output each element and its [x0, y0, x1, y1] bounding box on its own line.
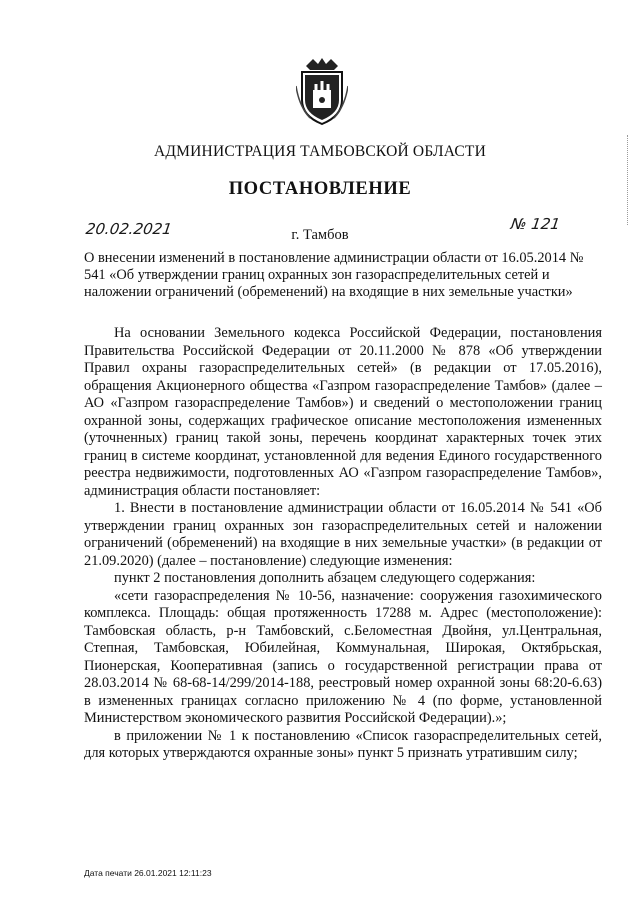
document-subject: О внесении изменений в постановление администрации области от 16.05.2014 № 541 «Об утверждении границ охранных зон газораспределительных сетей и наложении ограничений (обременений) на входящие в них земельные участки»	[84, 250, 584, 300]
handwritten-number: № 121	[509, 215, 562, 233]
document-body	[84, 325, 602, 763]
paragraph-quoted-text: «сети газораспределения № 10-56, назначение: сооружения газохимического комплекса. Площадь: общая протяженность 17288 м. Адрес (местоположение): Тамбовская область, р-н Тамбовский, с.Беломестная Двойня, ул.Центральная, Степная, Тамбовская, Юбилейная, Коммунальная, Широкая, Октябрьская, Пионерская, Кооперативная (запись о государственной регистрации права от 28.03.2014 № 68-68-14/299/2014-188, реестровый номер охранной зоны 68:20-6.63) в измененных границах согласно приложению № 4 (по форме, установленной Министерством экономического развития Российской Федерации).»;	[84, 587, 602, 726]
organization-name: АДМИНИСТРАЦИЯ ТАМБОВСКОЙ ОБЛАСТИ	[154, 143, 486, 160]
paragraph-item-1-point-2: пункт 2 постановления дополнить абзацем следующего содержания:	[114, 570, 536, 586]
print-date: Дата печати 26.01.2021 12:11:23	[84, 868, 212, 878]
city: г. Тамбов	[291, 227, 349, 243]
coat-of-arms-icon	[296, 56, 348, 126]
handwritten-date: 20.02.2021	[84, 220, 174, 238]
paragraph-item-1: 1. Внести в постановление администрации области от 16.05.2014 № 541 «Об утверждении границ охранных зон газораспределительных сетей и наложении ограничений (обременений) на входящие в них земельные участки» (в редакции от 21.09.2020) (далее – постановление) следующие изменения:	[84, 500, 602, 569]
document-type: ПОСТАНОВЛЕНИЕ	[228, 179, 412, 199]
paragraph-appendix-1: в приложении № 1 к постановлению «Список газораспределительных сетей, для которых утверждаются охранные зоны» пункт 5 признать утратившим силу;	[84, 727, 602, 761]
side-registration-stamp	[627, 135, 636, 225]
paragraph-preamble: На основании Земельного кодекса Российской Федерации, постановления Правительства Российской Федерации от 20.11.2000 № 878 «Об утверждении Правил охраны газораспределительных сетей» (в редакции от 17.05.2016), обращения Акционерного общества «Газпром газораспределение Тамбов» (далее – АО «Газпром газораспределение Тамбов») и сведений о местоположении границ охранной зоны, содержащих графическое описание местоположения измененных (уточненных) границ такой зоны, перечень координат характерных точек этих границ в системе координат, установленной для ведения Единого государственного реестра недвижимости, подготовленных АО «Газпром газораспределение Тамбов», администрация области постановляет:	[84, 325, 602, 499]
